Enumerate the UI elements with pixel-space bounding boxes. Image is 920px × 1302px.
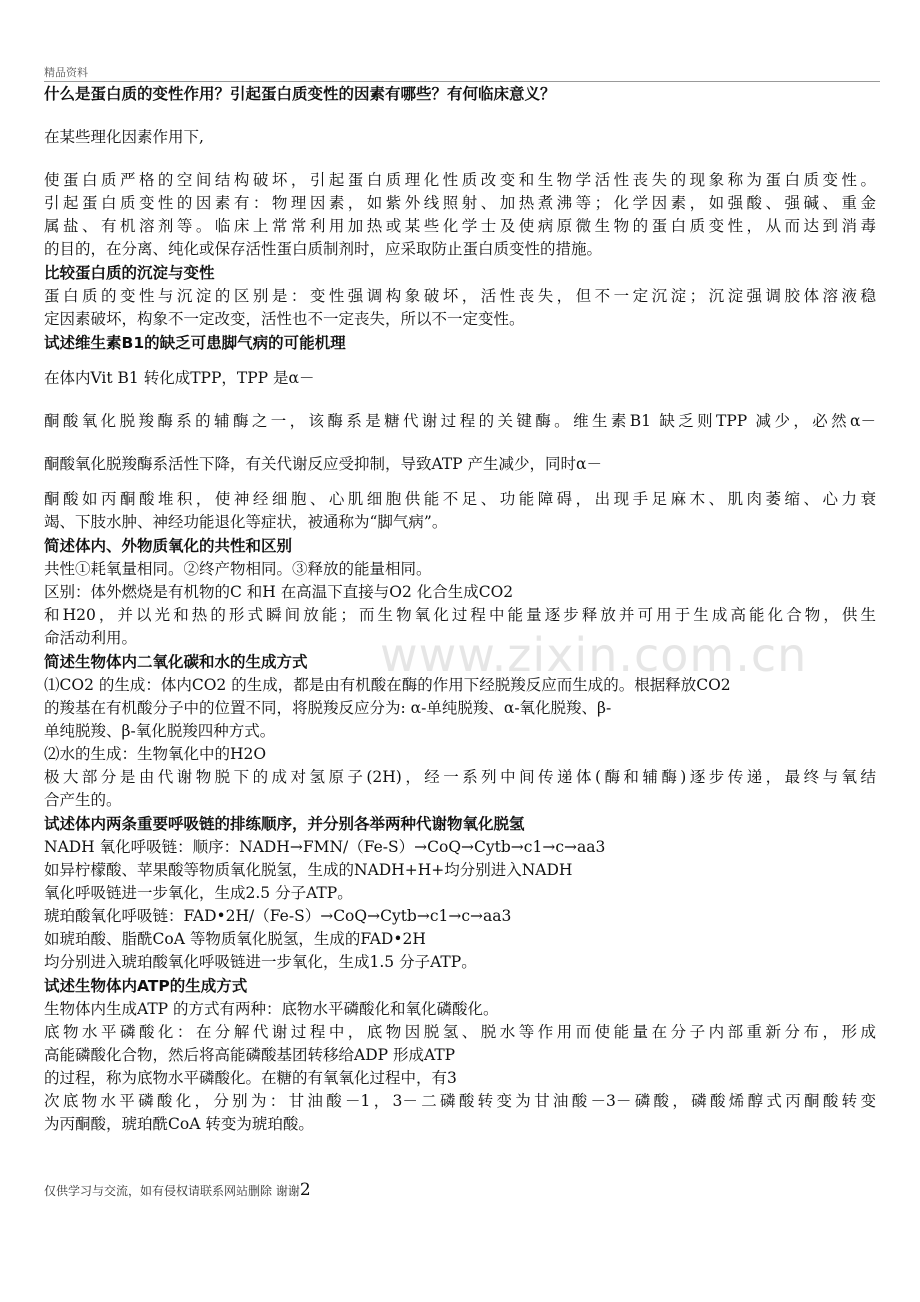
- page-header-label: 精品资料: [44, 66, 88, 79]
- paragraph-line: 定因素破坏，构象不一定改变，活性也不一定丧失，所以不一定变性。: [44, 310, 525, 328]
- paragraph-line: 高能磷酸化合物，然后将高能磷酸基团转移给ADP 形成ATP: [44, 1046, 456, 1064]
- section-title-co2-water-generation: 简述生物体内二氧化碳和水的生成方式: [44, 653, 308, 671]
- paragraph-line: 的目的，在分离、纯化或保存活性蛋白质制剂时，应采取防止蛋白质变性的措施。: [44, 240, 603, 258]
- document-body: [44, 82, 876, 1136]
- paragraph-line: ⑴CO2 的生成：体内CO2 的生成，都是由有机酸在酶的作用下经脱羧反应而生成的。根据释放CO2: [44, 676, 731, 694]
- section-title-respiratory-chains: 试述体内两条重要呼吸链的排练顺序，并分别各举两种代谢物氧化脱氢: [44, 815, 525, 833]
- paragraph-line: ⑵水的生成：生物氧化中的H2O: [44, 745, 267, 763]
- paragraph-line: 区别：体外燃烧是有机物的C 和H 在高温下直接与O2 化合生成CO2: [44, 583, 514, 601]
- paragraph-line: 竭、下肢水肿、神经功能退化等症状，被通称为“脚气病”。: [44, 513, 448, 531]
- paragraph-line: 极大部分是由代谢物脱下的成对氢原子(2H)，经一系列中间传递体(酶和辅酶)逐步传递，最终与氧结: [44, 768, 876, 786]
- paragraph-line: 酮酸如丙酮酸堆积，使神经细胞、心肌细胞供能不足、功能障碍，出现手足麻木、肌肉萎缩、心力衰: [44, 490, 876, 508]
- paragraph-line: 共性①耗氧量相同。②终产物相同。③释放的能量相同。: [44, 560, 432, 578]
- paragraph-line: 如异柠檬酸、苹果酸等物质氧化脱氢，生成的NADH+H+均分别进入NADH: [44, 861, 573, 879]
- footer-disclaimer: 仅供学习与交流，如有侵权请联系网站删除 谢谢: [44, 1184, 300, 1198]
- paragraph-line: 酮酸氧化脱羧酶系的辅酶之一，该酶系是糖代谢过程的关键酶。维生素B1 缺乏则TPP 减少，必然α－: [44, 412, 876, 430]
- paragraph-line: 属盐、有机溶剂等。临床上常常利用加热或某些化学士及使病原微生物的蛋白质变性，从而达到消毒: [44, 217, 876, 235]
- watermark-text: www.zixin.com.cn: [380, 628, 808, 682]
- paragraph-line: 使蛋白质严格的空间结构破坏，引起蛋白质理化性质改变和生物学活性丧失的现象称为蛋白质变性。: [44, 171, 876, 189]
- paragraph-line: 次底物水平磷酸化，分别为：甘油酸－1，3－二磷酸转变为甘油酸－3－磷酸，磷酸烯醇式丙酮酸转变: [44, 1092, 876, 1110]
- paragraph-line: 琥珀酸氧化呼吸链：FAD•2H/（Fe-S）→CoQ→Cytb→c1→c→aa3: [44, 907, 512, 925]
- paragraph-line: 的羧基在有机酸分子中的位置不同，将脱羧反应分为: α-单纯脱羧、α-氧化脱羧、β-: [44, 699, 612, 717]
- paragraph-line: 均分别进入琥珀酸氧化呼吸链进一步氧化，生成1.5 分子ATP。: [44, 953, 477, 971]
- paragraph-line: 氧化呼吸链进一步氧化，生成2.5 分子ATP。: [44, 884, 353, 902]
- paragraph-line: 如琥珀酸、脂酰CoA 等物质氧化脱氢，生成的FAD•2H: [44, 930, 426, 948]
- page-number: 2: [299, 1180, 311, 1200]
- paragraph-line: 生物体内生成ATP 的方式有两种：底物水平磷酸化和氧化磷酸化。: [44, 1000, 499, 1018]
- paragraph-line: 合产生的。: [44, 791, 122, 809]
- section-title-atp-generation: 试述生物体内ATP的生成方式: [44, 977, 248, 995]
- section-title-protein-denaturation: 什么是蛋白质的变性作用？引起蛋白质变性的因素有哪些？有何临床意义？: [44, 85, 556, 103]
- paragraph-line: 在某些理化因素作用下,: [44, 128, 204, 146]
- paragraph-line: 底物水平磷酸化：在分解代谢过程中，底物因脱氢、脱水等作用而使能量在分子内部重新分布，形成: [44, 1023, 876, 1041]
- paragraph-line: 在体内Vit B1 转化成TPP，TPP 是α－: [44, 369, 315, 387]
- paragraph-line: 单纯脱羧、β-氧化脱羧四种方式。: [44, 722, 276, 740]
- paragraph-line: 酮酸氧化脱羧酶系活性下降，有关代谢反应受抑制，导致ATP 产生减少，同时α－: [44, 455, 603, 473]
- section-title-precipitation-vs-denaturation: 比较蛋白质的沉淀与变性: [44, 264, 215, 282]
- section-title-oxidation-comparison: 简述体内、外物质氧化的共性和区别: [44, 537, 293, 555]
- paragraph-line: 和H20，并以光和热的形式瞬间放能；而生物氧化过程中能量逐步释放并可用于生成高能化合物，供生: [44, 606, 876, 624]
- page-footer: [44, 1180, 311, 1200]
- paragraph-line: NADH 氧化呼吸链：顺序：NADH→FMN/（Fe-S）→CoQ→Cytb→c1→c→aa3: [44, 838, 606, 856]
- paragraph-line: 命活动利用。: [44, 629, 138, 647]
- paragraph-line: 为丙酮酸，琥珀酰CoA 转变为琥珀酸。: [44, 1115, 314, 1133]
- paragraph-line: 引起蛋白质变性的因素有：物理因素，如紫外线照射、加热煮沸等；化学因素，如强酸、强碱、重金: [44, 194, 876, 212]
- paragraph-line: 蛋白质的变性与沉淀的区别是：变性强调构象破坏，活性丧失，但不一定沉淀；沉淀强调胶体溶液稳: [44, 287, 876, 305]
- paragraph-line: 的过程，称为底物水平磷酸化。在糖的有氧氧化过程中，有3: [44, 1069, 457, 1087]
- section-title-vitamin-b1: 试述维生素B1的缺乏可患脚气病的可能机理: [44, 334, 346, 352]
